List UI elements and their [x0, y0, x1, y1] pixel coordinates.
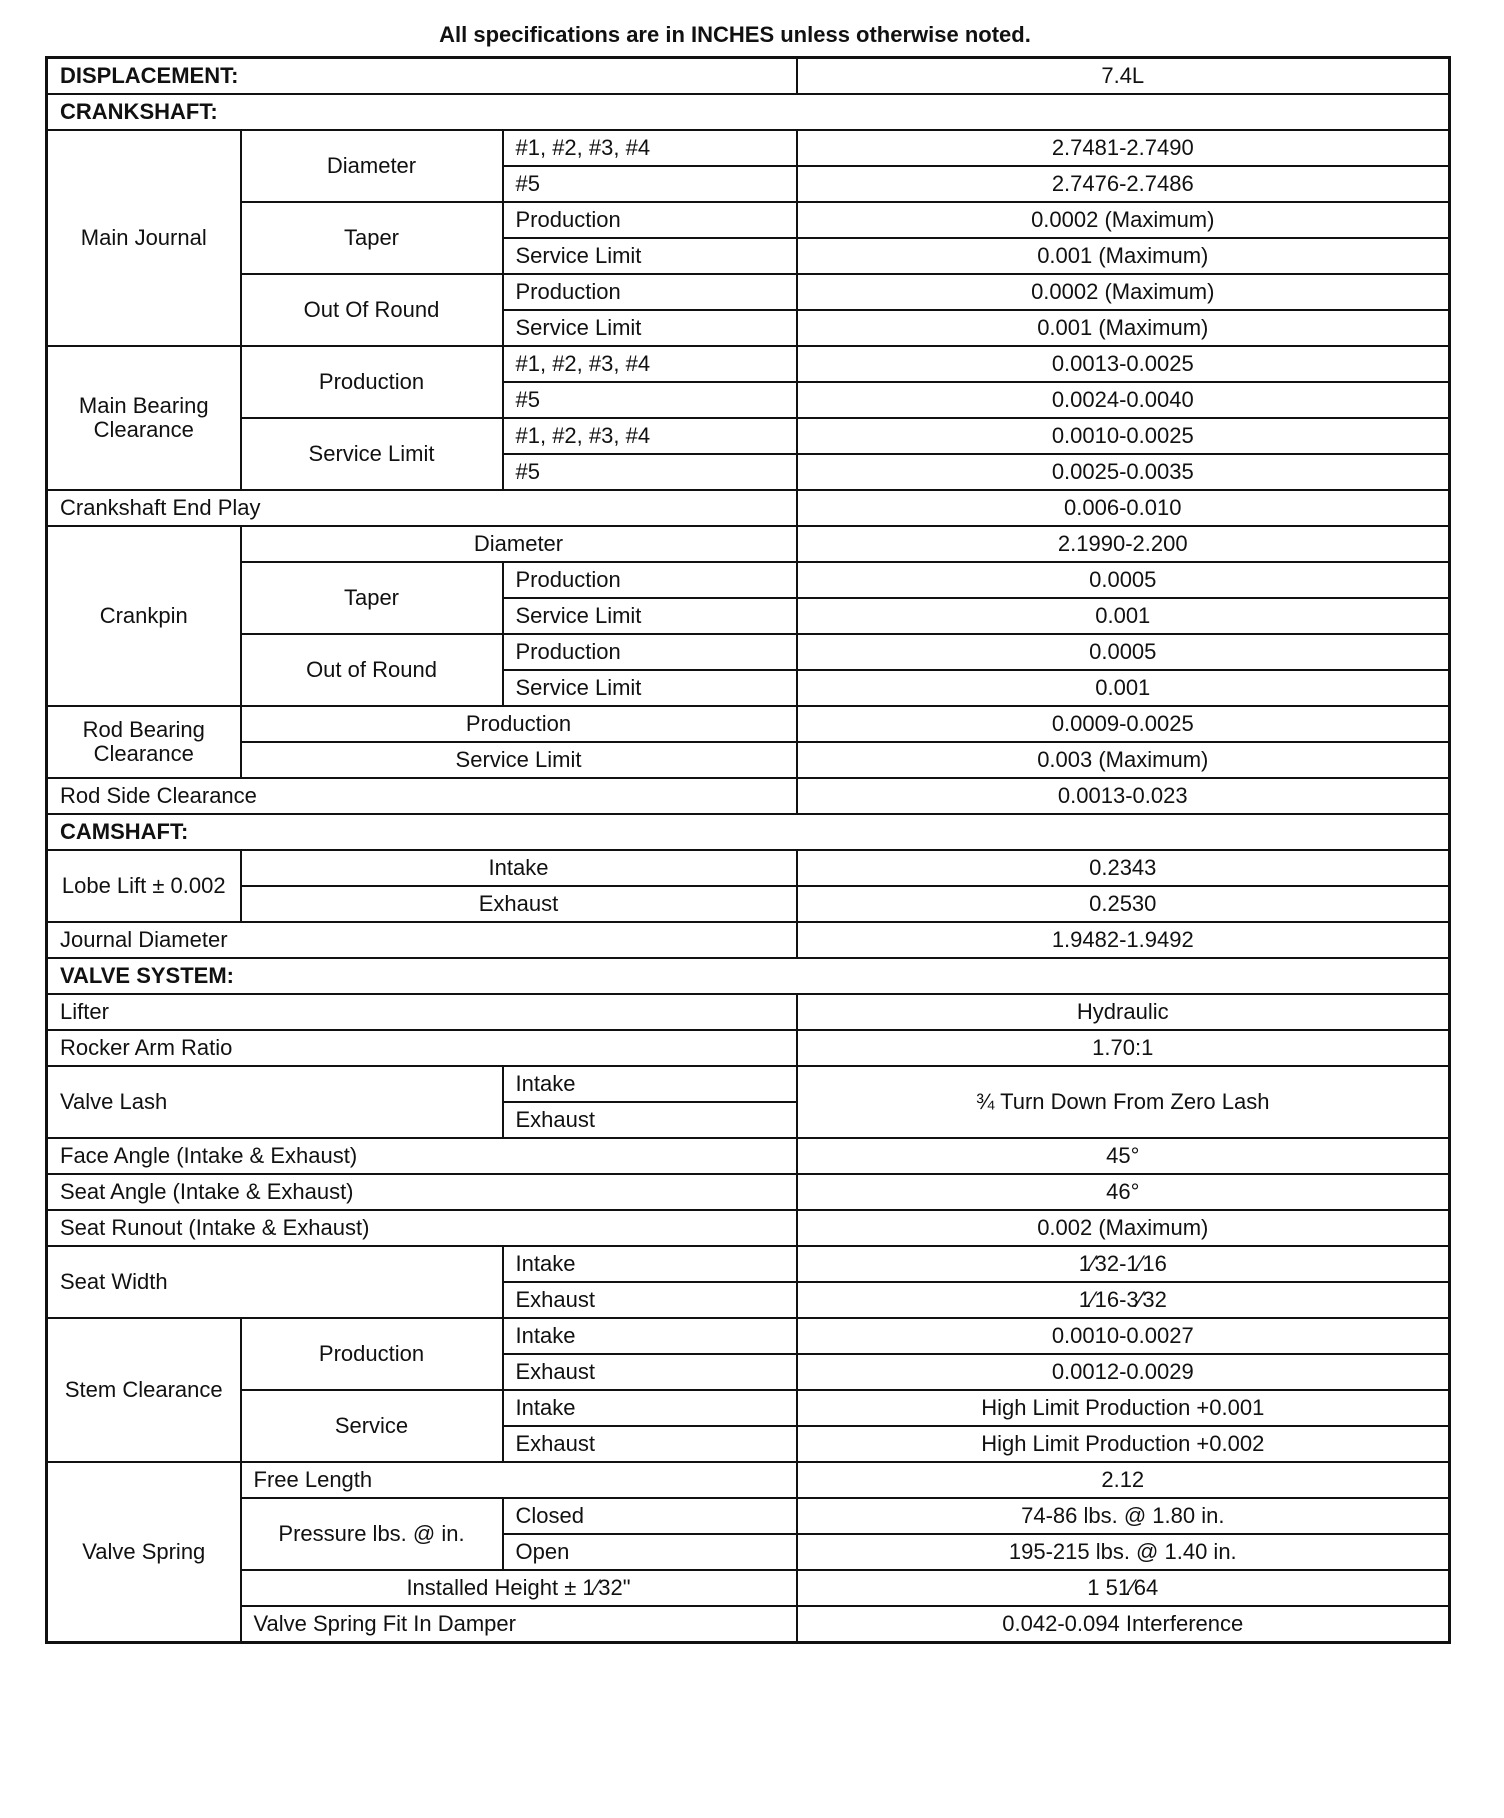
table-row	[47, 886, 1450, 922]
main-bearing-prod-1234-label: #1, #2, #3, #4	[503, 346, 797, 382]
seat-width-intake-value: 1⁄32-1⁄16	[797, 1246, 1450, 1282]
valve-system-section-heading: VALVE SYSTEM:	[47, 958, 1450, 994]
table-row	[47, 1390, 1450, 1426]
face-angle-label: Face Angle (Intake & Exhaust)	[47, 1138, 797, 1174]
main-journal-taper-service-value: 0.001 (Maximum)	[797, 238, 1450, 274]
crankpin-oor-service-label: Service Limit	[503, 670, 797, 706]
table-row	[47, 1066, 1450, 1102]
displacement-value: 7.4L	[797, 58, 1450, 95]
lifter-value: Hydraulic	[797, 994, 1450, 1030]
table-row	[47, 1498, 1450, 1534]
valve-lash-intake-label: Intake	[503, 1066, 797, 1102]
seat-width-exhaust-value: 1⁄16-3⁄32	[797, 1282, 1450, 1318]
table-row	[47, 1210, 1450, 1246]
main-bearing-prod-label: Production	[241, 346, 503, 418]
valve-lash-value: ¾ Turn Down From Zero Lash	[797, 1066, 1450, 1138]
journal-diameter-label: Journal Diameter	[47, 922, 797, 958]
stem-prod-exhaust-label: Exhaust	[503, 1354, 797, 1390]
stem-service-label: Service	[241, 1390, 503, 1462]
lobe-intake-label: Intake	[241, 850, 797, 886]
main-journal-cyl-1234-label: #1, #2, #3, #4	[503, 130, 797, 166]
installed-height-label: Installed Height ± 1⁄32"	[241, 1570, 797, 1606]
seat-runout-label: Seat Runout (Intake & Exhaust)	[47, 1210, 797, 1246]
main-bearing-label: Main Bearing Clearance	[47, 346, 241, 490]
rocker-ratio-label: Rocker Arm Ratio	[47, 1030, 797, 1066]
open-value: 195-215 lbs. @ 1.40 in.	[797, 1534, 1450, 1570]
engine-spec-table	[45, 56, 1451, 1644]
stem-clearance-label: Stem Clearance	[47, 1318, 241, 1462]
stem-service-intake-value: High Limit Production +0.001	[797, 1390, 1450, 1426]
table-row	[47, 1318, 1450, 1354]
main-journal-oor-label: Out Of Round	[241, 274, 503, 346]
stem-prod-intake-label: Intake	[503, 1318, 797, 1354]
main-bearing-service-1234-label: #1, #2, #3, #4	[503, 418, 797, 454]
lobe-intake-value: 0.2343	[797, 850, 1450, 886]
main-journal-dia-1234-value: 2.7481-2.7490	[797, 130, 1450, 166]
main-journal-taper-prod-label: Production	[503, 202, 797, 238]
seat-angle-label: Seat Angle (Intake & Exhaust)	[47, 1174, 797, 1210]
main-journal-oor-prod-label: Production	[503, 274, 797, 310]
main-bearing-service-1234-value: 0.0010-0.0025	[797, 418, 1450, 454]
main-journal-taper-service-label: Service Limit	[503, 238, 797, 274]
table-row	[47, 778, 1450, 814]
seat-width-exhaust-label: Exhaust	[503, 1282, 797, 1318]
table-row	[47, 1246, 1450, 1282]
face-angle-value: 45°	[797, 1138, 1450, 1174]
rod-bearing-label: Rod Bearing Clearance	[47, 706, 241, 778]
main-bearing-prod-5-label: #5	[503, 382, 797, 418]
crankpin-taper-label: Taper	[241, 562, 503, 634]
crankpin-label: Crankpin	[47, 526, 241, 706]
crankpin-oor-prod-label: Production	[503, 634, 797, 670]
seat-runout-value: 0.002 (Maximum)	[797, 1210, 1450, 1246]
table-row	[47, 1138, 1450, 1174]
valve-lash-label: Valve Lash	[47, 1066, 503, 1138]
main-journal-diameter-label: Diameter	[241, 130, 503, 202]
free-length-label: Free Length	[241, 1462, 797, 1498]
closed-value: 74-86 lbs. @ 1.80 in.	[797, 1498, 1450, 1534]
seat-width-intake-label: Intake	[503, 1246, 797, 1282]
crankpin-taper-prod-label: Production	[503, 562, 797, 598]
end-play-label: Crankshaft End Play	[47, 490, 797, 526]
table-row	[47, 562, 1450, 598]
main-bearing-prod-5-value: 0.0024-0.0040	[797, 382, 1450, 418]
table-row	[47, 994, 1450, 1030]
rod-bearing-service-label: Service Limit	[241, 742, 797, 778]
crankpin-oor-service-value: 0.001	[797, 670, 1450, 706]
table-row	[47, 1606, 1450, 1643]
installed-height-value: 1 51⁄64	[797, 1570, 1450, 1606]
stem-service-intake-label: Intake	[503, 1390, 797, 1426]
main-journal-oor-service-value: 0.001 (Maximum)	[797, 310, 1450, 346]
stem-prod-label: Production	[241, 1318, 503, 1390]
crankshaft-section-row	[47, 94, 1450, 130]
crankpin-taper-service-label: Service Limit	[503, 598, 797, 634]
crankpin-taper-service-value: 0.001	[797, 598, 1450, 634]
crankpin-diameter-value: 2.1990-2.200	[797, 526, 1450, 562]
main-journal-taper-label: Taper	[241, 202, 503, 274]
table-row	[47, 742, 1450, 778]
table-row	[47, 490, 1450, 526]
damper-fit-value: 0.042-0.094 Interference	[797, 1606, 1450, 1643]
main-journal-oor-prod-value: 0.0002 (Maximum)	[797, 274, 1450, 310]
lifter-label: Lifter	[47, 994, 797, 1030]
lobe-exhaust-value: 0.2530	[797, 886, 1450, 922]
main-journal-label: Main Journal	[47, 130, 241, 346]
table-row	[47, 418, 1450, 454]
main-journal-dia-5-value: 2.7476-2.7486	[797, 166, 1450, 202]
rod-bearing-prod-label: Production	[241, 706, 797, 742]
rod-side-label: Rod Side Clearance	[47, 778, 797, 814]
valve-spring-label: Valve Spring	[47, 1462, 241, 1643]
crankpin-oor-label: Out of Round	[241, 634, 503, 706]
displacement-label: DISPLACEMENT:	[47, 58, 797, 95]
main-journal-taper-prod-value: 0.0002 (Maximum)	[797, 202, 1450, 238]
table-row	[47, 1462, 1450, 1498]
rod-bearing-service-value: 0.003 (Maximum)	[797, 742, 1450, 778]
stem-service-exhaust-value: High Limit Production +0.002	[797, 1426, 1450, 1462]
table-row	[47, 526, 1450, 562]
damper-fit-label: Valve Spring Fit In Damper	[241, 1606, 797, 1643]
table-row	[47, 1174, 1450, 1210]
main-bearing-prod-1234-value: 0.0013-0.0025	[797, 346, 1450, 382]
table-row	[47, 850, 1450, 886]
main-bearing-service-5-value: 0.0025-0.0035	[797, 454, 1450, 490]
table-row	[47, 130, 1450, 166]
seat-width-label: Seat Width	[47, 1246, 503, 1318]
stem-prod-exhaust-value: 0.0012-0.0029	[797, 1354, 1450, 1390]
table-row	[47, 202, 1450, 238]
table-row	[47, 1030, 1450, 1066]
units-note: All specifications are in INCHES unless otherwise noted.	[439, 22, 1031, 47]
table-row	[47, 274, 1450, 310]
lobe-lift-label: Lobe Lift ± 0.002	[47, 850, 241, 922]
valve-system-section-row	[47, 958, 1450, 994]
closed-label: Closed	[503, 1498, 797, 1534]
camshaft-section-row	[47, 814, 1450, 850]
stem-service-exhaust-label: Exhaust	[503, 1426, 797, 1462]
lobe-exhaust-label: Exhaust	[241, 886, 797, 922]
main-journal-cyl-5-label: #5	[503, 166, 797, 202]
table-row	[47, 1570, 1450, 1606]
table-row	[47, 922, 1450, 958]
crankpin-taper-prod-value: 0.0005	[797, 562, 1450, 598]
crankpin-oor-prod-value: 0.0005	[797, 634, 1450, 670]
journal-diameter-value: 1.9482-1.9492	[797, 922, 1450, 958]
rocker-ratio-value: 1.70:1	[797, 1030, 1450, 1066]
camshaft-section-heading: CAMSHAFT:	[47, 814, 1450, 850]
table-row	[47, 706, 1450, 742]
main-journal-oor-service-label: Service Limit	[503, 310, 797, 346]
stem-prod-intake-value: 0.0010-0.0027	[797, 1318, 1450, 1354]
open-label: Open	[503, 1534, 797, 1570]
pressure-label: Pressure lbs. @ in.	[241, 1498, 503, 1570]
crankpin-diameter-label: Diameter	[241, 526, 797, 562]
seat-angle-value: 46°	[797, 1174, 1450, 1210]
main-bearing-service-5-label: #5	[503, 454, 797, 490]
rod-side-value: 0.0013-0.023	[797, 778, 1450, 814]
crankshaft-section-heading: CRANKSHAFT:	[47, 94, 1450, 130]
main-bearing-service-label: Service Limit	[241, 418, 503, 490]
displacement-row	[47, 58, 1450, 95]
end-play-value: 0.006-0.010	[797, 490, 1450, 526]
table-row	[47, 346, 1450, 382]
rod-bearing-prod-value: 0.0009-0.0025	[797, 706, 1450, 742]
valve-lash-exhaust-label: Exhaust	[503, 1102, 797, 1138]
table-row	[47, 634, 1450, 670]
free-length-value: 2.12	[797, 1462, 1450, 1498]
